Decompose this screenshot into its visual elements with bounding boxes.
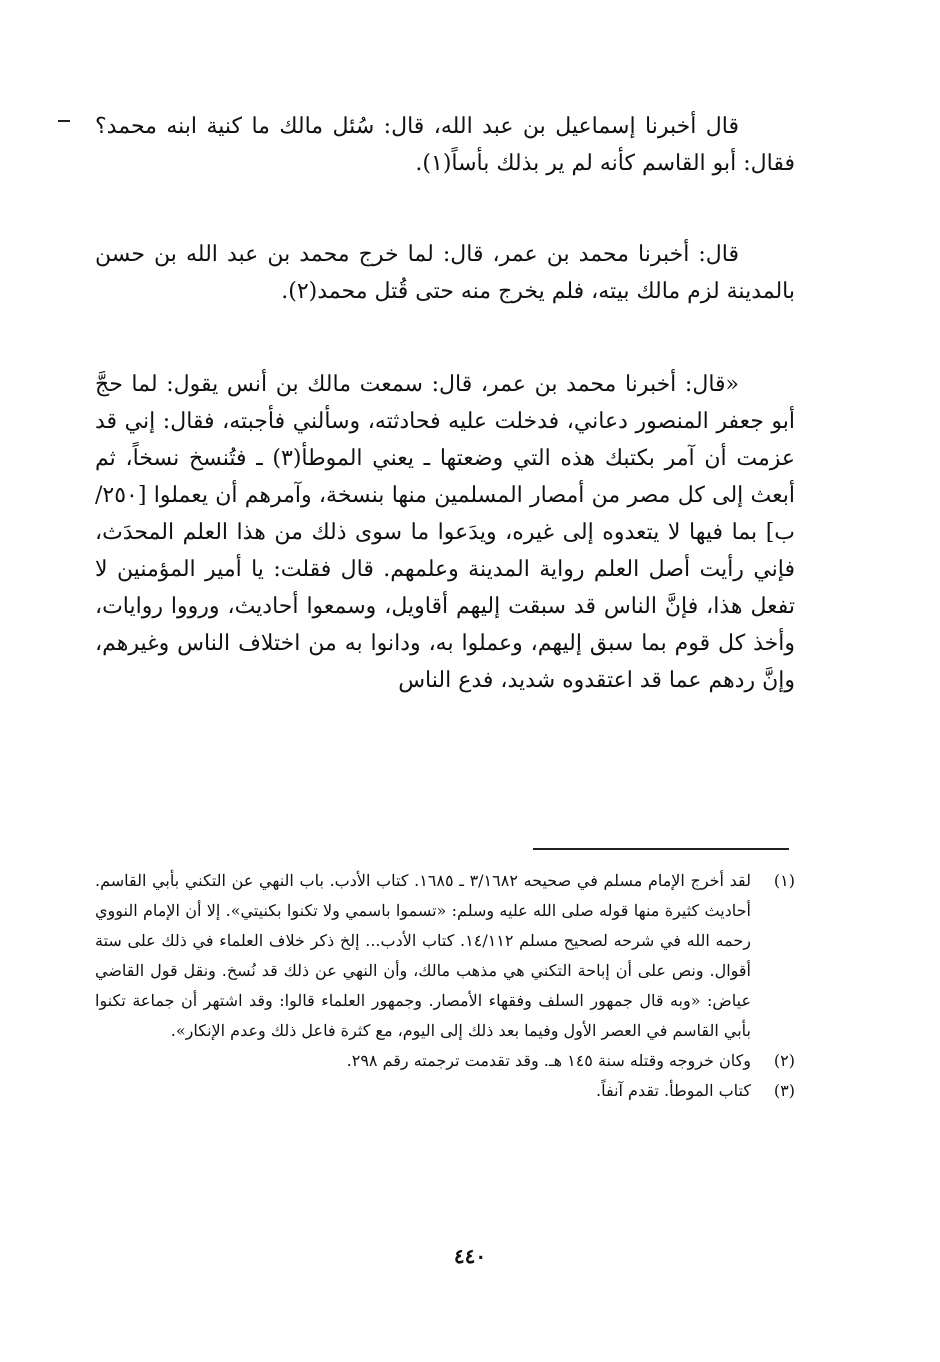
paragraph-text: «قال: أخبرنا محمد بن عمر، قال: سمعت مالك بن أنس يقول: لما حجَّ أبو جعفر المنصور دعاني، فدخلت عليه فحادثته، وسألني فأجبته، فقال: إني قد عزمت أن آمر بكتبك هذه التي وضعتها ـ يعني الموطأ(٣) ـ فتُنسخ نسخاً، ثم أبعث إلى كل مصر من أمصار المسلمين منها بنسخة، وآمرهم أن يعملوا [٢٥٠/ب] بما فيها لا يتعدوه إلى غيره، ويدَعوا ما سوى ذلك من هذا العلم المحدَث، فإني رأيت أصل العلم رواية المدينة وعلمهم. قال فقلت: يا أمير المؤمنين لا تفعل هذا، فإنَّ الناس قد سبقت إليهم أقاويل، وسمعوا أحاديث، ورووا روايات، وأخذ كل قوم بما سبق إليهم، وعملوا به، ودانوا به من اختلاف الناس وغيرهم، وإنَّ ردهم عما قد اعتقدوه شديد، فدع الناس [95, 372, 795, 693]
footnote-number: (٣) [773, 1081, 795, 1100]
footnote-text: كتاب الموطأ. تقدم آنفاً. [596, 1081, 751, 1100]
main-paragraph-3 [95, 366, 795, 699]
footnote-text: وكان خروجه وقتله سنة ١٤٥ هـ. وقد تقدمت ترجمته رقم ٢٩٨. [346, 1051, 751, 1070]
footnote-2 [95, 1046, 795, 1076]
main-paragraph-1 [95, 108, 795, 182]
footnote-text: لقد أخرج الإمام مسلم في صحيحه ٣/١٦٨٢ ـ ١٦٨٥. كتاب الأدب. باب النهي عن التكني بأبي القاسم. أحاديث كثيرة منها قوله صلى الله عليه وسلم: «تسموا باسمي ولا تكنوا بكنيتي». إلا أن الإمام النووي رحمه الله في شرحه لصحيح مسلم ١٤/١١٢. كتاب الأدب... إلخ ذكر خلاف العلماء في ذلك على ستة أقوال. ونص على أن إباحة التكني هي مذهب مالك، وأن النهي عن ذلك قد نُسخ. ونقل قول القاضي عياض: «وبه قال جمهور السلف وفقهاء الأمصار. وجمهور العلماء قالوا: وقد اشتهر أن جماعة تكنوا بأبي القاسم في العصر الأول وفيما بعد ذلك إلى اليوم، مع كثرة فاعل ذلك وعدم الإنكار». [95, 871, 752, 1040]
footnote-number: (٢) [773, 1051, 795, 1070]
footnote-1 [95, 866, 795, 1046]
paragraph-text: قال: أخبرنا محمد بن عمر، قال: لما خرج محمد بن عبد الله بن حسن بالمدينة لزم مالك بيته، فلم يخرج منه حتى قُتل محمد(٢). [95, 242, 795, 304]
footnote-number: (١) [773, 871, 795, 890]
footnote-separator [533, 848, 789, 850]
footnote-3 [95, 1076, 795, 1106]
margin-mark [58, 120, 70, 122]
footnotes [95, 866, 795, 1106]
page-number: ٤٤٠ [453, 1244, 487, 1268]
paragraph-text: قال أخبرنا إسماعيل بن عبد الله، قال: سُئل مالك ما كنية ابنه محمد؟ فقال: أبو القاسم كأنه لم ير بذلك بأساً(١). [95, 114, 795, 176]
main-paragraph-2 [95, 236, 795, 310]
